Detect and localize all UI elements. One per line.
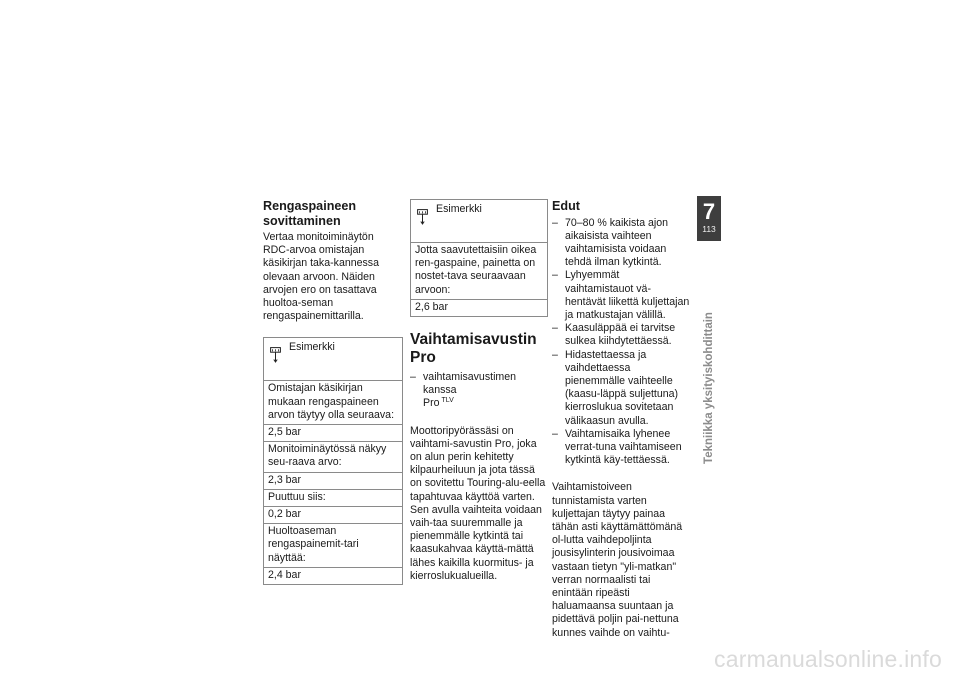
example-row: 0,2 bar xyxy=(264,507,402,524)
example-row: Puuttuu siis: xyxy=(264,490,402,507)
body-paragraph: Moottoripyörässäsi on vaihtami-savustin Pro, joka on alun perin kehitetty kilpaurheiluun ja jota tässä on sovitettu Touring-alu-eella tapahtuvaa käyttöä varten. Sen avulla vaihteita voidaan vaih-taa suuremmalle ja pienemmälle kytkintä tai kaasukahvaa käyttä-mättä lähes kaikilla kuormitus- ja kierroslukualueilla. xyxy=(410,424,546,582)
example-box-1 xyxy=(263,337,403,585)
section-title-shift-assistant: Vaihtamisavustin Pro xyxy=(410,331,537,367)
chapter-tab xyxy=(697,196,721,241)
column-middle xyxy=(410,199,548,583)
body-paragraph: Vaihtamistoiveen tunnistamista varten kuljettajan täytyy painaa tähän asti käyttämättömänä ol-lutta vaihdepoljinta jousisylinterin jousivoimaa vastaan tietyn "yli-matkan" verran normaalisti tai enintään ripeästi haluamaansa suuntaan ja pidettävä poljin pai-nettuna kunnes vaihde on vaihtu- xyxy=(552,481,683,639)
bullet-text: vaihtamisavustimen kanssa xyxy=(423,371,517,397)
bullet-continuation: Pro xyxy=(423,397,440,410)
tire-gauge-icon xyxy=(270,347,281,363)
list-item: – Hidastettaessa ja vaihdettaessa pienemmälle vaihteelle (kaasu-läppä suljettuna) kierroslukua sovitetaan välikaasun avulla. xyxy=(552,349,690,428)
example-box-2 xyxy=(410,199,548,317)
column-right xyxy=(552,199,690,640)
example-title: Esimerkki xyxy=(436,203,482,215)
section-title-tire-pressure: Rengaspaineen sovittaminen xyxy=(263,199,357,228)
list-item: – Vaihtamisaika lyhenee verrat-tuna vaihtamiseen kytkintä käy-tettäessä. xyxy=(552,428,690,468)
example-row: Jotta saavutettaisiin oikea ren-gaspaine, painetta on nostet-tava seuraavaan arvoon: xyxy=(411,243,547,300)
superscript-tlv: TLV xyxy=(441,396,454,404)
list-item: – Kaasuläppää ei tarvitse sulkea kiihdytettäessä. xyxy=(552,322,690,348)
list-item: – Lyhyemmät vaihtamistauot vä-hentävät liikettä kuljettajan ja matkustajan välillä. xyxy=(552,269,690,322)
chapter-side-title: Tekniikka yksityiskohdittain xyxy=(703,312,715,464)
list-item: – 70–80 % kaikista ajon aikaisista vaihteen vaihtamisista voidaan tehdä ilman kytkintä. xyxy=(552,217,690,270)
example-title: Esimerkki xyxy=(289,341,335,354)
list-item xyxy=(410,371,548,411)
watermark: carmanualsonline.info xyxy=(714,646,942,672)
page-number: 113 xyxy=(702,224,716,234)
example-row: Monitoiminäytössä näkyy seu-raava arvo: xyxy=(264,442,402,472)
chapter-number: 7 xyxy=(702,199,716,224)
example-box-header xyxy=(411,200,547,243)
requirement-list xyxy=(410,371,548,411)
example-box-header xyxy=(264,338,402,381)
example-row: 2,3 bar xyxy=(264,473,402,490)
intro-paragraph: Vertaa monitoiminäytön RDC-arvoa omistajan käsikirjan taka-kannessa olevaan arvoon. Näiden arvojen ero on tasattava huoltoa-seman rengaspainemittarilla. xyxy=(263,231,379,323)
column-left xyxy=(263,199,403,585)
example-row: 2,5 bar xyxy=(264,425,402,442)
example-row: 2,6 bar xyxy=(415,300,448,313)
example-row: Huoltoaseman rengaspainemit-tari näyttää: xyxy=(264,524,402,568)
section-title-advantages: Edut xyxy=(552,199,580,213)
example-row: Omistajan käsikirjan mukaan rengaspaineen arvon täytyy olla seuraava: xyxy=(264,381,402,425)
advantages-list xyxy=(552,217,690,468)
example-row: 2,4 bar xyxy=(268,568,301,581)
tire-gauge-icon xyxy=(417,209,428,225)
